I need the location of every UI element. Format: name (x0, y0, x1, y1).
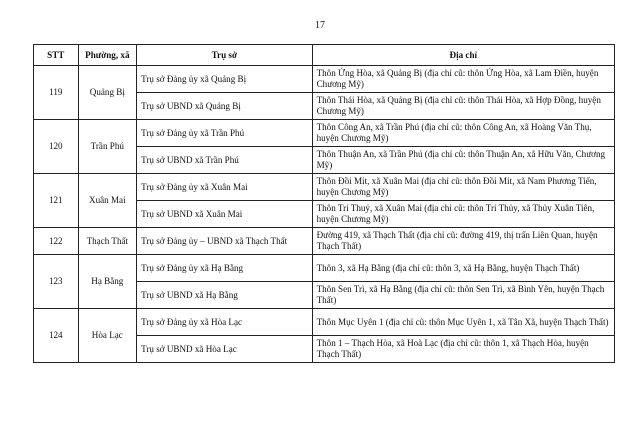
page-number: 17 (315, 20, 325, 31)
table-row (34, 120, 615, 147)
office-cell: Trụ sở Đảng ủy – UBND xã Thạch Thất (137, 228, 312, 255)
header-stt: STT (34, 45, 79, 66)
ward-cell: Thạch Thất (78, 228, 137, 255)
office-cell: Trụ sở UBND xã Hạ Bằng (137, 282, 312, 309)
stt-cell: 122 (34, 228, 79, 255)
address-cell: Thôn Ứng Hòa, xã Quảng Bị (địa chỉ cũ: thôn Ứng Hòa, xã Lam Điền, huyện Chương Mỹ) (312, 66, 614, 93)
address-cell: Thôn Thuận An, xã Trần Phú (địa chỉ cũ: thôn Thuận An, xã Hữu Văn, Chương Mỹ) (312, 147, 614, 174)
office-cell: Trụ sở Đảng ủy xã Quảng Bị (137, 66, 312, 93)
header-ward: Phường, xã (78, 45, 137, 66)
stt-cell: 119 (34, 66, 79, 120)
stt-cell: 124 (34, 309, 79, 363)
address-cell: Thôn 3, xã Hạ Bằng (địa chỉ cũ: thôn 3, xã Hạ Bằng, huyện Thạch Thất) (312, 255, 614, 282)
ward-cell: Quảng Bị (78, 66, 137, 120)
office-cell: Trụ sở Đảng ủy xã Trần Phú (137, 120, 312, 147)
ward-cell: Hòa Lạc (78, 309, 137, 363)
table-header-row (34, 45, 615, 66)
office-cell: Trụ sở UBND xã Xuân Mai (137, 201, 312, 228)
ward-cell: Hạ Bằng (78, 255, 137, 309)
address-cell: Thôn Thái Hòa, xã Quảng Bị (địa chỉ cũ: thôn Thái Hòa, xã Hợp Đồng, huyện Chương Mỹ) (312, 93, 614, 120)
address-cell: Thôn Sen Trì, xã Hạ Bằng (địa chỉ cũ: thôn Sen Trì, xã Bình Yên, huyện Thạch Thất) (312, 282, 614, 309)
table-row (34, 66, 615, 93)
office-cell: Trụ sở Đảng ủy xã Hòa Lạc (137, 309, 312, 336)
address-cell: Đường 419, xã Thạch Thất (địa chỉ cũ: đường 419, thị trấn Liên Quan, huyện Thạch Thất) (312, 228, 614, 255)
office-cell: Trụ sở Đảng ủy xã Hạ Bằng (137, 255, 312, 282)
header-office: Trụ sở (137, 45, 312, 66)
ward-cell: Xuân Mai (78, 174, 137, 228)
address-cell: Thôn Đồi Mít, xã Xuân Mai (địa chỉ cũ: thôn Đồi Mít, xã Nam Phương Tiến, huyện Chương Mỹ) (312, 174, 614, 201)
table-row (34, 174, 615, 201)
stt-cell: 123 (34, 255, 79, 309)
stt-cell: 121 (34, 174, 79, 228)
ward-cell: Trần Phú (78, 120, 137, 174)
table-row (34, 255, 615, 282)
office-cell: Trụ sở Đảng ủy xã Xuân Mai (137, 174, 312, 201)
table-row (34, 228, 615, 255)
office-cell: Trụ sở UBND xã Trần Phú (137, 147, 312, 174)
office-address-table (33, 44, 615, 363)
address-cell: Thôn Trí Thuỷ, xã Xuân Mai (địa chỉ cũ: thôn Trí Thủy, xã Thủy Xuân Tiên, huyện Chương Mỹ) (312, 201, 614, 228)
table-row (34, 309, 615, 336)
address-cell: Thôn Mục Uyên 1 (địa chỉ cũ: thôn Mục Uyên 1, xã Tân Xã, huyện Thạch Thất) (312, 309, 614, 336)
office-cell: Trụ sở UBND xã Quảng Bị (137, 93, 312, 120)
header-address: Địa chỉ (312, 45, 614, 66)
address-cell: Thôn Công An, xã Trần Phú (địa chỉ cũ: thôn Công An, xã Hoàng Văn Thụ, huyện Chương Mỹ) (312, 120, 614, 147)
address-cell: Thôn 1 – Thạch Hòa, xã Hoà Lạc (địa chỉ cũ: thôn 1, xã Thạch Hòa, huyện Thạch Thất) (312, 336, 614, 363)
office-cell: Trụ sở UBND xã Hòa Lạc (137, 336, 312, 363)
stt-cell: 120 (34, 120, 79, 174)
